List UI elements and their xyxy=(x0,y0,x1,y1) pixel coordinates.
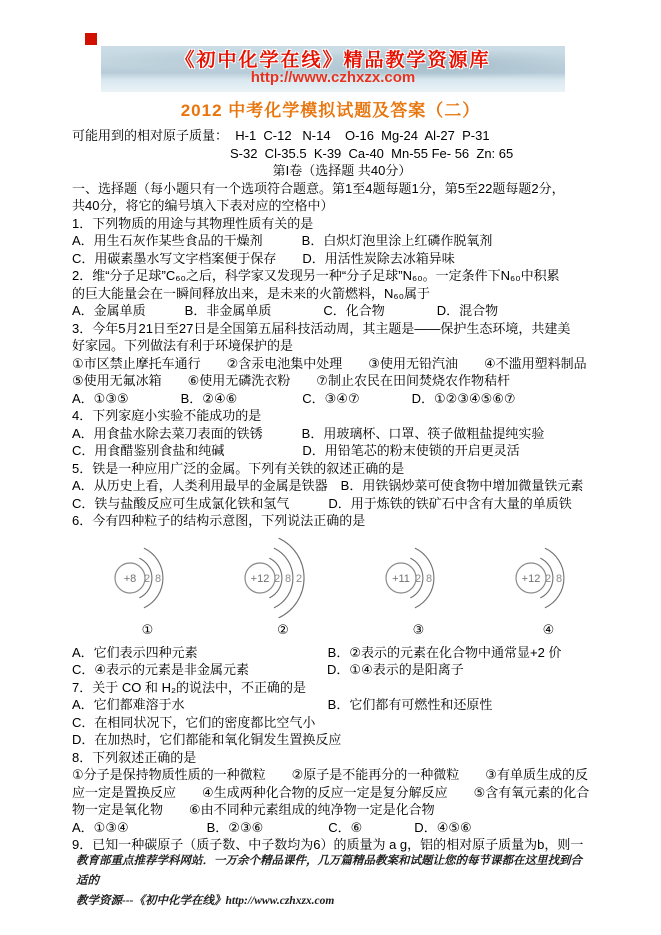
text-line: D．在加热时，它们都能和氧化铜发生置换反应 xyxy=(72,732,342,747)
shell-electron-count: 8 xyxy=(154,572,162,585)
text-line: A．金属单质 B．非金属单质 C．化合物 D．混合物 xyxy=(72,303,499,318)
text-line: 共40分，将它的编号填入下表对应的空格中） xyxy=(72,198,334,213)
page-footer xyxy=(76,851,590,911)
shell-electron-count: 2 xyxy=(143,572,151,585)
text-line: 9．已知一种碳原子（质子数、中子数均为6）的质量为 a g，铝的相对原子质量为b，则一 xyxy=(72,837,584,852)
particle-structure-diagrams xyxy=(106,536,576,642)
diagram-label: ④ xyxy=(542,621,555,637)
text-line: C．④表示的元素是非金属元素 D．①④表示的是阳离子 xyxy=(72,662,464,677)
text-line: C．用食醋鉴别食盐和纯碱 D．用铅笔芯的粉末使锁的开启更灵活 xyxy=(72,443,520,458)
text-line: 4．下列家庭小实验不能成功的是 xyxy=(72,408,262,423)
text-line: A．它们表示四种元素 B．②表示的元素在化合物中通常显+2 价 xyxy=(72,644,562,660)
diagram-label: ① xyxy=(141,621,154,637)
atom-structure-drawing xyxy=(106,536,175,620)
atom-structure-drawing xyxy=(236,536,316,620)
particle-diagram xyxy=(106,536,175,638)
atom-structure-drawing xyxy=(507,536,576,620)
text-line: 5．铁是一种应用广泛的金属。下列有关铁的叙述正确的是 xyxy=(72,460,405,476)
banner-red-square xyxy=(85,33,97,45)
shell-electron-count: 2 xyxy=(295,572,303,585)
exam-body xyxy=(72,127,612,854)
text-line: A．①③⑤ B．②④⑥ C．③④⑦ D．①②③④⑤⑥⑦ xyxy=(72,390,516,406)
text-line: 可能用到的相对原子质量： H-1 C-12 N-14 O-16 Mg-24 Al-27 P-31 xyxy=(72,128,490,143)
nucleus-charge: +12 xyxy=(521,572,541,585)
shell-electron-count: 2 xyxy=(414,572,422,585)
text-line: S-32 Cl-35.5 K-39 Ca-40 Mn-55 Fe- 56 Zn: 65 xyxy=(230,145,514,161)
site-banner xyxy=(101,46,565,92)
text-line: 3．今年5月21日至27日是全国第五届科技活动周，其主题是——保护生态环境，共建美 xyxy=(72,320,571,336)
footer-line-1: 教育部重点推荐学科网站．一万余个精品课件，几万篇精品教案和试题让您的每节课都在这里找到合适的 xyxy=(76,855,582,887)
text-line: A．从历史上看，人类利用最早的金属是铁器 B．用铁锅炒菜可使食物中增加微量铁元素 xyxy=(72,478,584,493)
banner-site-title: 《初中化学在线》精品教学资源库 xyxy=(175,50,491,71)
page-title: 2012 中考化学模拟试题及答案（二） xyxy=(180,101,481,120)
text-line: ⑤使用无氟冰箱 ⑥使用无磷洗衣粉 ⑦制止农民在田间焚烧农作物秸杆 xyxy=(72,373,510,388)
banner-site-url-link[interactable]: http://www.czhxzx.com xyxy=(250,69,416,86)
text-line: 一、选择题（每小题只有一个选项符合题意。第1至4题每题1分，第5至22题每题2分， xyxy=(72,180,565,196)
diagram-label: ② xyxy=(277,621,289,637)
text-line: 1．下列物质的用途与其物理性质有关的是 xyxy=(72,215,314,231)
particle-diagram xyxy=(507,536,576,638)
diagram-label: ③ xyxy=(412,621,425,637)
text-line: 7．关于 CO 和 H₂的说法中，不正确的是 xyxy=(72,679,307,695)
text-line: C．在相同状况下，它们的密度都比空气小 xyxy=(72,714,316,730)
text-line: C．铁与盐酸反应可生成氯化铁和氢气 D．用于炼铁的铁矿石中含有大量的单质铁 xyxy=(72,495,572,511)
nucleus-charge: +8 xyxy=(123,572,137,585)
shell-electron-count: 8 xyxy=(284,572,292,585)
atom-structure-drawing xyxy=(377,536,446,620)
text-line: ①分子是保持物质性质的一种微粒 ②原子是不能再分的一种微粒 ③有单质生成的反 xyxy=(72,767,588,782)
text-line: 的巨大能量会在一瞬间释放出来，是未来的火箭燃料，N₆₀属于 xyxy=(72,285,431,301)
footer-site-url-link[interactable]: http://www.czhxzx.com xyxy=(225,895,335,907)
particle-diagram xyxy=(236,536,316,638)
text-line: 应一定是置换反应 ④生成两种化合物的反应一定是复分解反应 ⑤含有氧元素的化合 xyxy=(72,784,590,800)
text-line: ①市区禁止摩托车通行 ②含汞电池集中处理 ③使用无铅汽油 ④不滥用塑料制品 xyxy=(72,355,587,371)
text-line: 第I卷（选择题 共40分） xyxy=(272,163,412,178)
shell-electron-count: 8 xyxy=(425,572,433,585)
text-line: 好家园。下列做法有利于环境保护的是 xyxy=(72,338,294,353)
footer-line-2 xyxy=(76,891,590,911)
shell-electron-count: 2 xyxy=(544,572,552,585)
particle-diagram xyxy=(377,536,446,638)
text-line: A．用食盐水除去菜刀表面的铁锈 B．用玻璃杯、口罩、筷子做粗盐提纯实验 xyxy=(72,425,545,441)
shell-electron-count: 2 xyxy=(273,572,281,585)
text-line: A．①③④ B．②③⑥ C．⑥ D．④⑤⑥ xyxy=(72,819,472,835)
text-line: 6．今有四种粒子的结构示意图，下列说法正确的是 xyxy=(72,513,366,528)
text-line: C．用碳素墨水写文字档案便于保存 D．用活性炭除去冰箱异味 xyxy=(72,250,455,266)
text-line: A．用生石灰作某些食品的干燥剂 B．白炽灯泡里涂上红磷作脱氧剂 xyxy=(72,233,493,248)
shell-electron-count: 8 xyxy=(555,572,563,585)
text-line: 8．下列叙述正确的是 xyxy=(72,749,197,765)
nucleus-charge: +12 xyxy=(250,572,270,585)
text-line: A．它们都难溶于水 B．它们都有可燃性和还原性 xyxy=(72,697,493,712)
nucleus-charge: +11 xyxy=(392,572,410,585)
text-line: 物一定是氧化物 ⑥由不同种元素组成的纯净物一定是化合物 xyxy=(72,802,435,817)
footer-line-2-text: 教学资源---《初中化学在线》 xyxy=(76,895,226,907)
text-line: 2．维“分子足球”C₆₀之后，科学家又发现另一种“分子足球”N₆₀。一定条件下N₆₀中积累 xyxy=(72,268,560,283)
